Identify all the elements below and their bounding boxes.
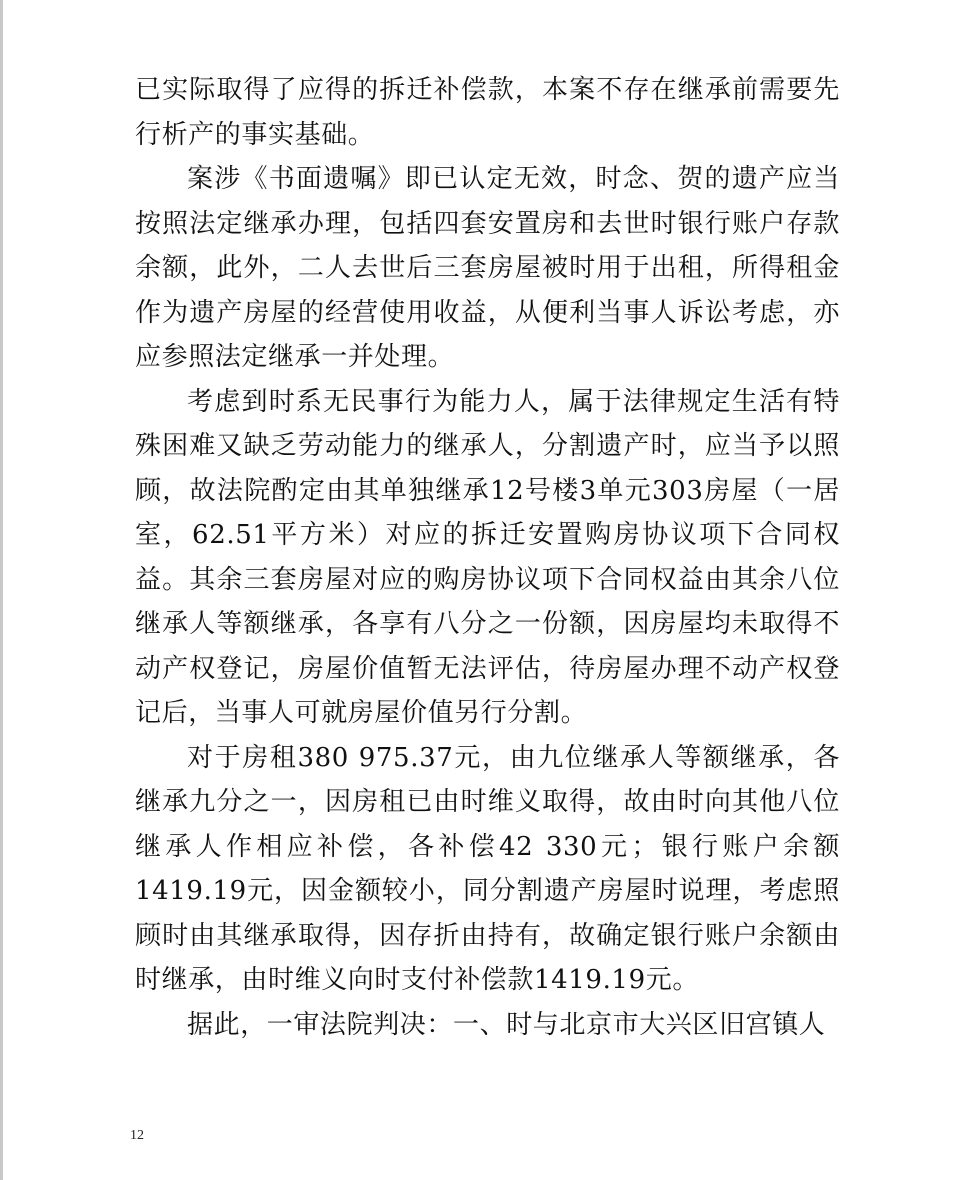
paragraph-will-invalid: 案涉《书面遗嘱》即已认定无效，时念、贺的遗产应当按照法定继承办理，包括四套安置房和去世时银行账户存款余额，此外，二人去世后三套房屋被时用于出租，所得租金作为遗产房屋的经营使用收益，从便利当事人诉讼考虑，亦应参照法定继承一并处理。: [135, 164, 840, 372]
paragraph-special-care: 考虑到时系无民事行为能力人，属于法律规定生活有特殊困难又缺乏劳动能力的继承人，分割遗产时，应当予以照顾，故法院酌定由其单独继承12号楼3单元303房屋（一居室，62.51平方米）对应的拆迁安置购房协议项下合同权益。其余三套房屋对应的购房协议项下合同权益由其余八位继承人等额继承，各享有八分之一份额，因房屋均未取得不动产权登记，房屋价值暂无法评估，待房屋办理不动产权登记后，当事人可就房屋价值另行分割。: [135, 386, 840, 728]
page-number: 12: [130, 1128, 144, 1143]
page-left-edge: [0, 0, 3, 1180]
document-body: [135, 68, 840, 1047]
paragraph-rent-and-bank: 对于房租380 975.37元，由九位继承人等额继承，各继承九分之一，因房租已由时维义取得，故由时向其他八位继承人作相应补偿，各补偿42 330元；银行账户余额1419.19元，因金额较小，同分割遗产房屋时说理，考虑照顾时由其继承取得，因存折由持有，故确定银行账户余额由时继承，由时维义向时支付补偿款1419.19元。: [135, 742, 840, 995]
paragraph-judgment: 据此，一审法院判决：一、时与北京市大兴区旧宫镇人: [187, 1009, 826, 1040]
paragraph-continued: 已实际取得了应得的拆迁补偿款，本案不存在继承前需要先行析产的事实基础。: [135, 75, 840, 150]
